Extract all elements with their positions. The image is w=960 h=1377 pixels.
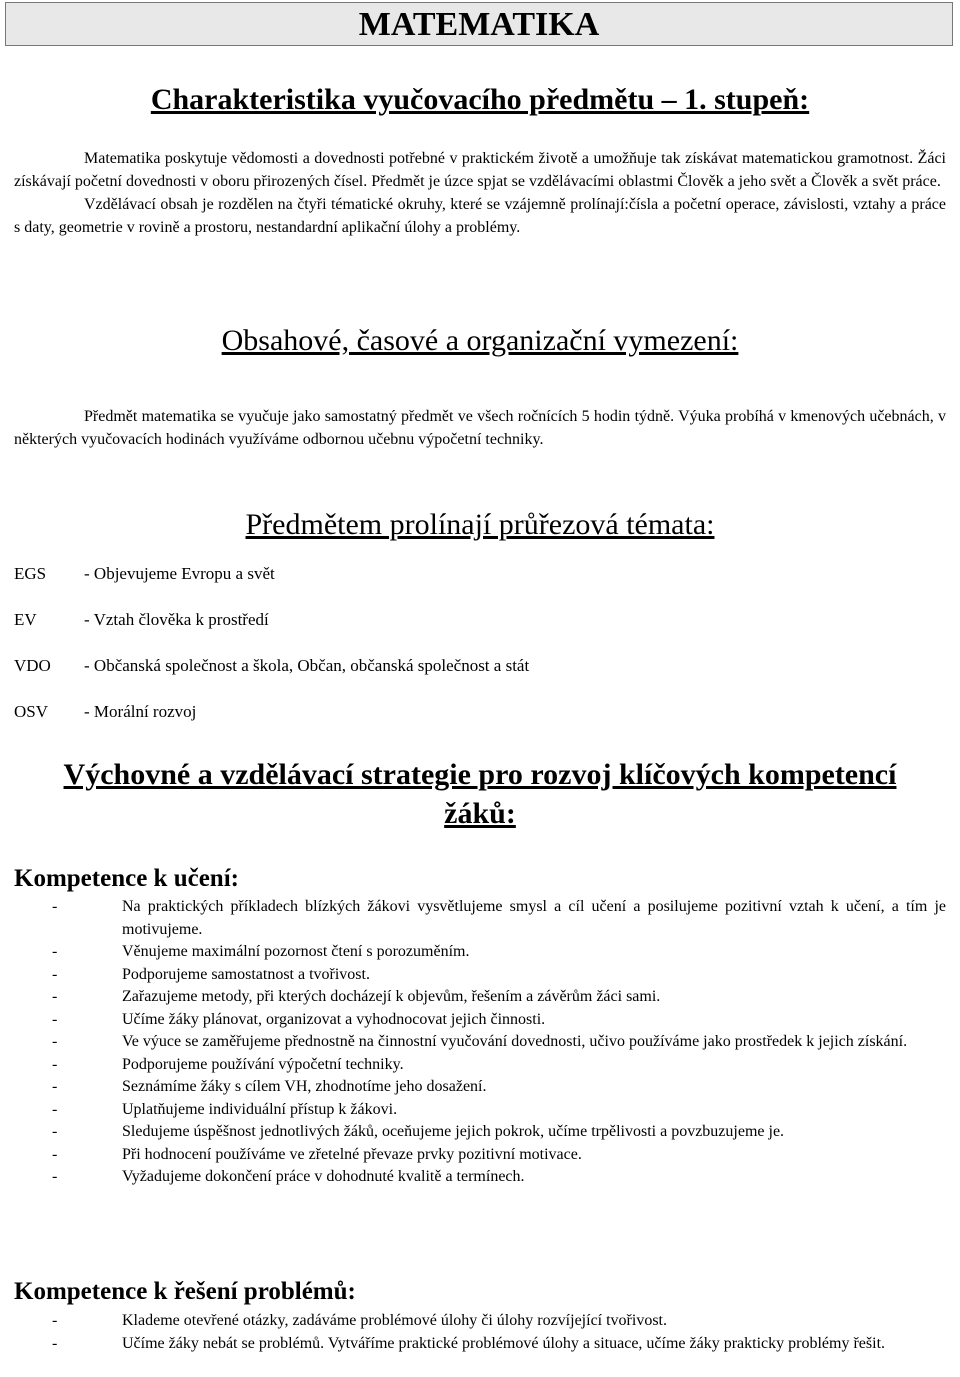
- list-item-text: Uplatňujeme individuální přístup k žákovi.: [122, 1100, 398, 1118]
- list-item: - Podporujeme samostatnost a tvořivost.: [52, 965, 370, 983]
- list-kompetence-uceni: [14, 896, 946, 1189]
- heading-kompetence-reseni-problemu: Kompetence k řešení problémů:: [14, 1278, 356, 1305]
- list-item-text: Seznámíme žáky s cílem VH, zhodnotíme jeho dosažení.: [122, 1078, 487, 1095]
- paragraph-charakteristika: [14, 147, 946, 239]
- topic-code: EV: [14, 610, 37, 629]
- heading-prurezova-temata: Předmětem prolínají průřezová témata:: [245, 508, 715, 541]
- topic-code: VDO: [14, 656, 51, 675]
- list-item: - Sledujeme úspěšnost jednotlivých žáků, oceňujeme jejich pokrok, učíme trpělivosti a povzbuzujeme je.: [52, 1123, 785, 1140]
- list-item-text: Při hodnocení používáme ve zřetelné převaze prvky pozitivní motivace.: [122, 1145, 582, 1163]
- list-item: - Učíme žáky plánovat, organizovat a vyhodnocovat jejich činnosti.: [52, 1010, 546, 1028]
- list-item: - Podporujeme používání výpočetní techniky.: [52, 1055, 404, 1073]
- list-item: - Na praktických příkladech blízkých žákovi vysvětlujeme smysl a cíl učení a posilujeme pozitivní vztah k učení, a tím je motivujeme.: [52, 898, 946, 938]
- list-item-text: Učíme žáky plánovat, organizovat a vyhodnocovat jejich činnosti.: [122, 1010, 546, 1028]
- list-item: - Seznámíme žáky s cílem VH, zhodnotíme jeho dosažení.: [52, 1078, 487, 1095]
- heading-charakteristika: Charakteristika vyučovacího předmětu – 1. stupeň:: [150, 83, 810, 116]
- list-item-text: Vyžadujeme dokončení práce v dohodnuté kvalitě a termínech.: [122, 1168, 525, 1185]
- list-item-text: Podporujeme samostatnost a tvořivost.: [122, 965, 370, 983]
- page-title: MATEMATIKA: [5, 2, 953, 46]
- list-item: - Věnujeme maximální pozornost čtení s porozuměním.: [52, 943, 470, 960]
- topic-text: - Objevujeme Evropu a svět: [84, 564, 275, 583]
- heading-obsahove-vymezeni: Obsahové, časové a organizační vymezení:: [221, 324, 739, 357]
- list-item: - Učíme žáky nebát se problémů. Vytváříme praktické problémové úlohy a situace, učíme žáky prakticky problémy řešit.: [52, 1334, 886, 1352]
- paragraph-1: Matematika poskytuje vědomosti a dovednosti potřebné v praktickém životě a umožňuje tak získávat matematickou gramotnost. Žáci získávají početní dovednosti v oboru přirozených čísel. Předmět je úzce spjat se vzdělávacími oblastmi Člověk a jeho svět a Člověk a svět práce.: [14, 150, 946, 190]
- topic-text: - Morální rozvoj: [84, 702, 197, 721]
- heading-strategie-line2: žáků:: [444, 797, 516, 830]
- topic-text: - Občanská společnost a škola, Občan, občanská společnost a stát: [84, 656, 530, 675]
- paragraph-2: Vzdělávací obsah je rozdělen na čtyři tématické okruhy, které se vzájemně prolínají:čísla a početní operace, závislosti, vztahy a práce s daty, geometrie v rovině a prostoru, nestandardní aplikační úlohy a problémy.: [14, 196, 946, 236]
- list-item-text: Sledujeme úspěšnost jednotlivých žáků, oceňujeme jejich pokrok, učíme trpělivosti a povzbuzujeme je.: [122, 1123, 785, 1140]
- list-kompetence-reseni-problemu: [14, 1310, 946, 1355]
- list-item-text: Věnujeme maximální pozornost čtení s porozuměním.: [122, 943, 470, 960]
- list-item-text: Zařazujeme metody, při kterých docházejí k objevům, řešením a závěrům žáci sami.: [122, 988, 661, 1005]
- paragraph-vymezeni: [14, 405, 946, 451]
- heading-kompetence-uceni: Kompetence k učení:: [14, 865, 239, 892]
- topic-text: - Vztah člověka k prostředí: [84, 610, 269, 629]
- list-item: - Zařazujeme metody, při kterých docházejí k objevům, řešením a závěrům žáci sami.: [52, 988, 661, 1005]
- list-item: - Uplatňujeme individuální přístup k žákovi.: [52, 1100, 398, 1118]
- list-item: - Vyžadujeme dokončení práce v dohodnuté kvalitě a termínech.: [52, 1168, 525, 1185]
- list-item-text: Podporujeme používání výpočetní techniky.: [122, 1055, 404, 1073]
- list-item-text: Klademe otevřené otázky, zadáváme problémové úlohy či úlohy rozvíjející tvořivost.: [122, 1312, 667, 1329]
- list-item-text: Učíme žáky nebát se problémů. Vytváříme praktické problémové úlohy a situace, učíme žáky prakticky problémy řešit.: [122, 1334, 886, 1352]
- list-item-text: Na praktických příkladech blízkých žákovi vysvětlujeme smysl a cíl učení a posilujeme pozitivní vztah k učení, a tím je motivujeme.: [122, 898, 946, 938]
- topic-code: EGS: [14, 564, 47, 583]
- list-item: - Při hodnocení používáme ve zřetelné převaze prvky pozitivní motivace.: [52, 1145, 582, 1163]
- topic-code: OSV: [14, 702, 49, 721]
- list-item-text: Ve výuce se zaměřujeme přednostně na činnostní vyučování dovednosti, učivo používáme jako prostředek k jejich získání.: [122, 1033, 908, 1050]
- paragraph-3: Předmět matematika se vyučuje jako samostatný předmět ve všech ročnících 5 hodin týdně. Výuka probíhá v kmenových učebnách, v některých vyučovacích hodinách využíváme odbornou učebnu výpočetní techniky.: [14, 408, 946, 448]
- heading-strategie-line1: Výchovné a vzdělávací strategie pro rozvoj klíčových kompetencí: [63, 758, 897, 791]
- list-item: - Klademe otevřené otázky, zadáváme problémové úlohy či úlohy rozvíjející tvořivost.: [52, 1312, 667, 1329]
- list-item: - Ve výuce se zaměřujeme přednostně na činnostní vyučování dovednosti, učivo používáme jako prostředek k jejich získání.: [52, 1033, 908, 1050]
